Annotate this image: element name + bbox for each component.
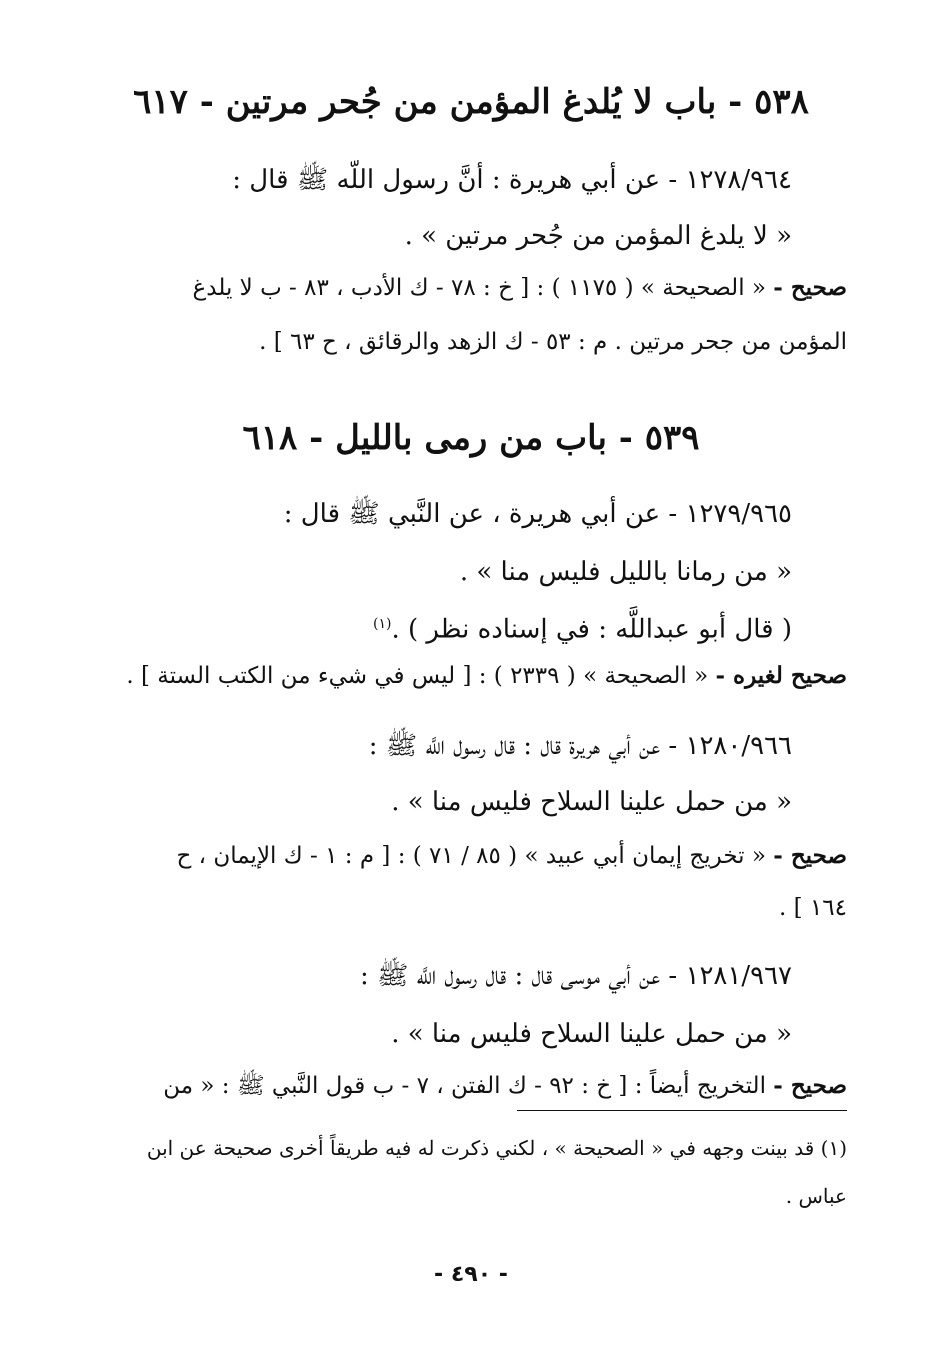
grade-line [80, 268, 847, 308]
hadith-text: « من حمل علينا السلاح فليس منا » . [391, 1019, 792, 1049]
page-number: - ٤٩٠ - [434, 1262, 508, 1287]
hadith-text: « من رمانا بالليل فليس منا » . [459, 557, 792, 587]
grade-line [80, 836, 847, 876]
section-heading: ٥٣٨ - باب لا يُلدغ المؤمن من جُحر مرتين - ٦١٧ [133, 82, 809, 122]
grade-reference: « الصحيحة » ( ٢٣٣٩ ) : [ ليس في شيء من الكتب الستة ] . [126, 663, 709, 689]
grade-line [80, 1066, 847, 1106]
grade-label: صحيح - [773, 842, 847, 869]
hadith-narrator-line: ١٢٨٠/٩٦٦ - عن أبي هريرة قال : قال رسول اللَّه ﷺ : [368, 731, 792, 761]
grade-reference: التخريج أيضاً : [ خ : ٩٢ - ك الفتن ، ٧ - ب قول النَّبي ﷺ : « من [163, 1073, 766, 1099]
grade-label: صحيح لغيره - [715, 662, 847, 689]
grade-reference: « الصحيحة » ( ١١٧٥ ) : [ خ : ٧٨ - ك الأدب ، ٨٣ - ب لا يلدغ [192, 275, 766, 301]
grade-continuation: المؤمن من جحر مرتين . م : ٥٣ - ك الزهد والرقائق ، ح ٦٣ ] . [259, 329, 847, 355]
hadith-narrator-line: ١٢٨١/٩٦٧ - عن أبي موسى قال : قال رسول اللَّه ﷺ : [359, 961, 792, 991]
grade-continuation: ١٦٤ ] . [779, 895, 847, 921]
hadith-text: « من حمل علينا السلاح فليس منا » . [391, 787, 792, 817]
section-heading: ٥٣٩ - باب من رمى بالليل - ٦١٨ [242, 418, 700, 458]
grade-label: صحيح - [773, 1072, 847, 1099]
hadith-narrator-line: ١٢٧٨/٩٦٤ - عن أبي هريرة : أنَّ رسول اللَّه ﷺ قال : [232, 165, 792, 195]
grade-line [80, 656, 847, 696]
hadith-narrator-line: ١٢٧٩/٩٦٥ - عن أبي هريرة ، عن النَّبي ﷺ قال : [283, 499, 792, 529]
footnote-divider [517, 1110, 847, 1111]
grade-label: صحيح - [773, 274, 847, 301]
hadith-text: « لا يلدغ المؤمن من جُحر مرتين » . [404, 221, 792, 251]
footnote-line: (١) قد بينت وجهه في « الصحيحة » ، لكني ذكرت له فيه طريقاً أخرى صحيحة عن ابن [146, 1136, 847, 1160]
grade-reference: « تخريج إيمان أبي عبيد » ( ٨٥ / ٧١ ) : [ م : ١ - ك الإيمان ، ح [176, 843, 766, 869]
footnote-ref: (١) [373, 616, 392, 632]
footnote-line: عباس . [785, 1184, 847, 1208]
hadith-note [80, 604, 792, 650]
note-text: ( قال أبو عبداللَّه : في إسناده نظر ) . [391, 614, 792, 645]
